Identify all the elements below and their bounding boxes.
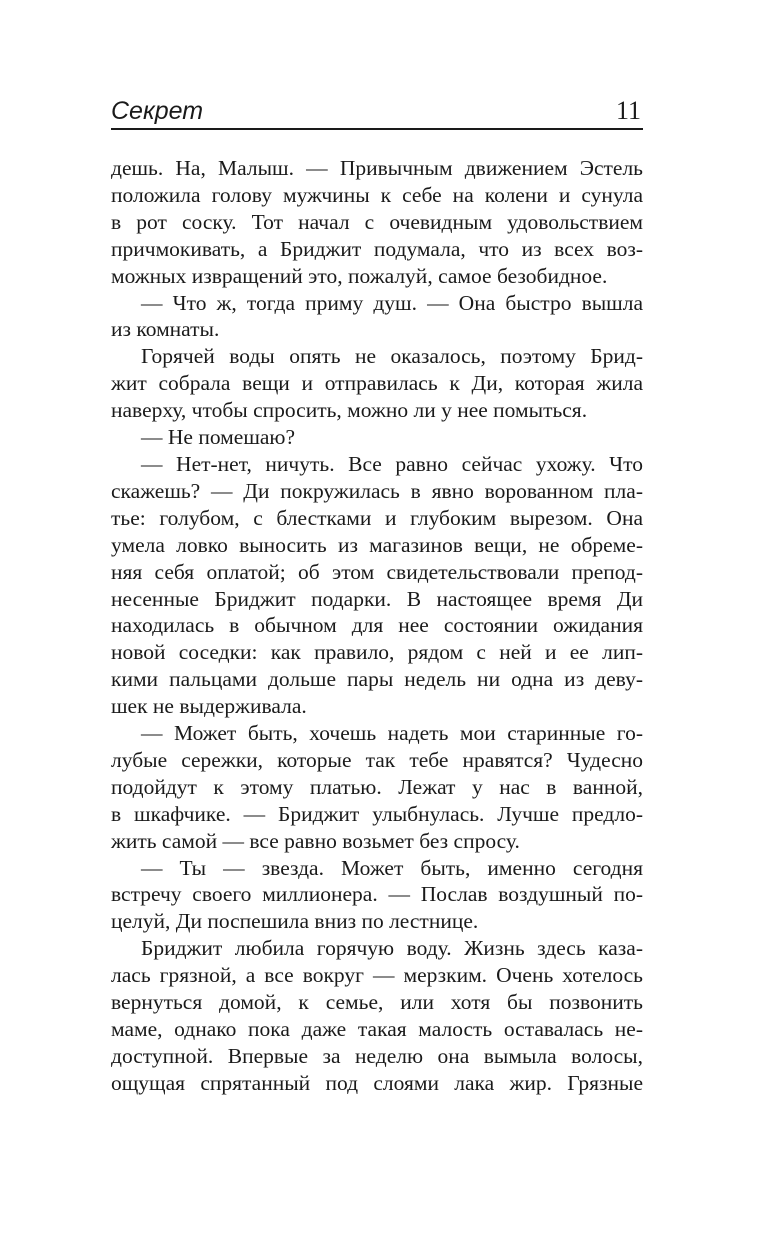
text-line: кими пальцами дольше пары недель ни одна из деву- (111, 667, 643, 692)
paragraph (111, 855, 643, 936)
text-line: новой соседки: как правило, рядом с ней и ее лип- (111, 640, 643, 665)
text-line: тье: голубом, с блестками и глубоким вырезом. Она (111, 505, 643, 530)
text-line: лась грязной, а все вокруг — мерзким. Очень хотелось (111, 963, 643, 988)
paragraph (111, 343, 643, 424)
text-line: можных извращений это, пожалуй, самое безобидное. (111, 263, 608, 288)
text-line: в рот соску. Тот начал с очевидным удовольствием (111, 209, 643, 234)
text-line: жить самой — все равно возьмет без спросу. (111, 828, 520, 853)
text-line: подойдут к этому платью. Лежат у нас в ванной, (111, 774, 643, 799)
text-line: Горячей воды опять не оказалось, поэтому Брид- (141, 344, 643, 369)
text-line: наверху, чтобы спросить, можно ли у нее помыться. (111, 398, 588, 423)
text-line: находилась в обычном для нее состоянии ожидания (111, 613, 643, 638)
text-line: — Ты — звезда. Может быть, именно сегодня (141, 855, 643, 880)
running-title: Секрет (111, 97, 204, 125)
text-line: жит собрала вещи и отправилась к Ди, которая жила (111, 371, 643, 396)
text-line: — Что ж, тогда приму душ. — Она быстро вышла (141, 290, 643, 315)
text-line: целуй, Ди поспешила вниз по лестнице. (111, 909, 479, 934)
text-line: умела ловко выносить из магазинов вещи, не обреме- (111, 532, 643, 557)
page-number: 11 (615, 96, 641, 125)
text-line: — Нет-нет, ничуть. Все равно сейчас ухожу. Что (141, 451, 643, 476)
text-line: Бриджит любила горячую воду. Жизнь здесь каза- (141, 936, 643, 961)
paragraph (111, 451, 643, 720)
text-line: скажешь? — Ди покружилась в явно ворованном пла- (111, 478, 643, 503)
text-line: положила голову мужчины к себе на колени и сунула (111, 182, 643, 207)
paragraph (111, 155, 643, 290)
text-line: причмокивать, а Бриджит подумала, что из всех воз- (111, 236, 643, 261)
running-header (111, 96, 643, 130)
text-line: лубые сережки, которые так тебе нравятся? Чудесно (111, 747, 643, 772)
text-line: из комнаты. (111, 317, 220, 342)
paragraph (111, 720, 643, 855)
text-line: маме, однако пока даже такая малость оставалась не- (111, 1017, 643, 1041)
text-line: встречу своего миллионера. — Послав воздушный по- (111, 882, 643, 907)
text-line: доступной. Впервые за неделю она вымыла волосы, (111, 1043, 643, 1068)
text-line: ощущая спрятанный под слоями лака жир. Грязные (111, 1070, 643, 1095)
text-line: няя себя оплатой; об этом свидетельствовали препод- (111, 559, 643, 584)
text-line: в шкафчике. — Бриджит улыбнулась. Лучше предло- (111, 801, 643, 826)
paragraph (111, 424, 643, 451)
paragraph (111, 290, 643, 344)
paragraph (111, 935, 643, 1096)
text-line: — Не помешаю? (141, 425, 296, 450)
text-line: шек не выдерживала. (111, 694, 307, 719)
text-line: дешь. На, Малыш. — Привычным движением Эстель (111, 156, 643, 180)
body-text (111, 155, 643, 1097)
text-line: — Может быть, хочешь надеть мои старинные го- (141, 721, 643, 746)
text-line: вернуться домой, к семье, или хотя бы позвонить (111, 990, 643, 1015)
text-line: несенные Бриджит подарки. В настоящее время Ди (111, 586, 643, 611)
